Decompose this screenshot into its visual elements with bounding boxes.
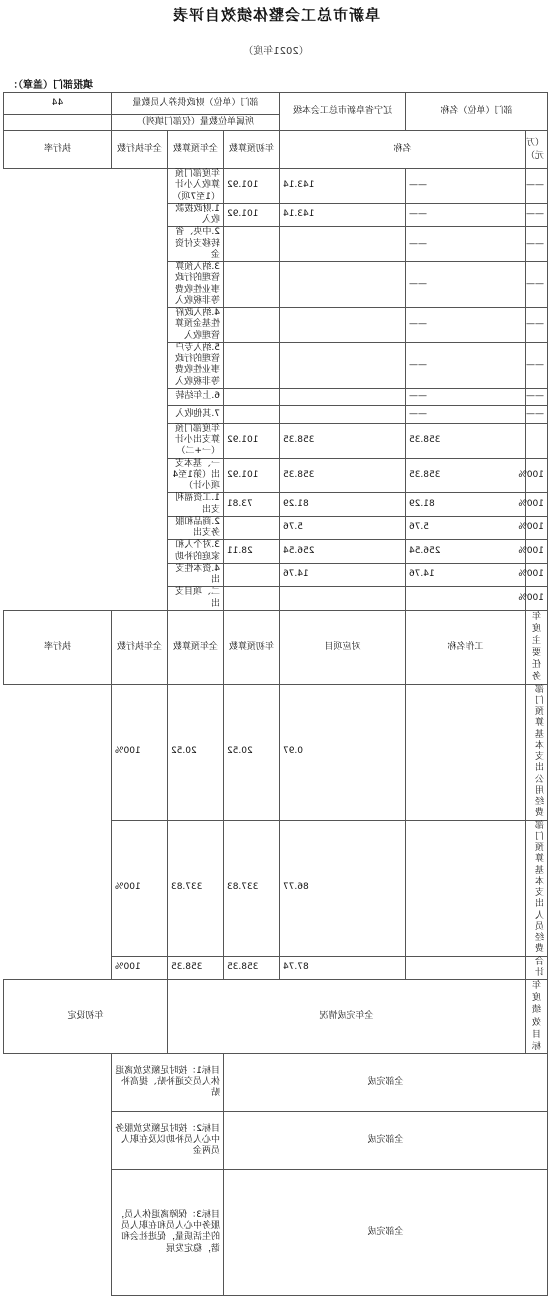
fund-full-budget: 143.14	[279, 203, 405, 227]
header-row-1	[3, 93, 547, 115]
year-subtitle: （2021年度）	[243, 46, 309, 57]
goal-row	[3, 1169, 547, 1295]
goal-row	[3, 1111, 547, 1169]
subunits-label: 所属单位数量（仅部门填列）	[111, 115, 279, 131]
fund-full-exec: 358.35	[405, 423, 525, 458]
fund-col-name: 名称	[279, 131, 525, 169]
fund-item-name: 1.工资福利支出	[167, 493, 223, 517]
fund-item-name: 年度部门预算收入小计（1至7项）	[167, 169, 223, 204]
fund-budget: 101.92	[223, 169, 279, 204]
fund-rate: 100%	[526, 540, 548, 564]
fund-item-name: 6.上年结转	[167, 388, 223, 406]
fund-full-exec: ——	[405, 203, 525, 227]
fund-rows	[3, 169, 547, 611]
fund-side-label-right	[526, 131, 548, 169]
task-full-exec: 358.35	[167, 956, 223, 980]
fund-rate: ——	[526, 342, 548, 388]
fund-full-budget	[279, 227, 405, 262]
staff-value: 44	[3, 93, 111, 115]
fund-budget	[223, 516, 279, 540]
fund-row	[3, 342, 547, 388]
fund-row	[3, 540, 547, 564]
fund-budget	[223, 388, 279, 406]
task-full-exec: 337.83	[167, 820, 223, 956]
fund-full-exec: ——	[405, 342, 525, 388]
fund-full-budget	[279, 587, 405, 611]
fund-full-budget: 81.29	[279, 493, 405, 517]
goal-target: 目标3：保障离退休人员，服务中心人员和在职人员的生活质量，促进社会和谐，稳定发展	[111, 1169, 223, 1295]
task-budget: 87.74	[279, 956, 405, 980]
fund-row	[3, 516, 547, 540]
fund-item-name: 4.纳入政府性基金预算管理收入	[167, 308, 223, 343]
fund-budget	[223, 587, 279, 611]
goal-col-target: 年初设定	[3, 980, 167, 1054]
fund-rate: 100%	[526, 493, 548, 517]
fund-budget	[223, 342, 279, 388]
fund-rate: ——	[526, 203, 548, 227]
fund-item-name: 2.商品和服务支出	[167, 516, 223, 540]
fund-col-full-budget: 全年预算数	[167, 131, 223, 169]
task-row	[3, 684, 547, 820]
fund-rate	[526, 423, 548, 458]
fund-rate: 100%	[526, 458, 548, 493]
fund-rate: ——	[526, 308, 548, 343]
fund-full-budget	[279, 262, 405, 308]
task-rows	[3, 684, 547, 980]
fund-full-exec: 81.29	[405, 493, 525, 517]
goal-rows	[3, 1053, 547, 1295]
task-col-rate: 执行率	[3, 610, 111, 684]
fund-col-rate: 执行率	[3, 131, 111, 169]
evaluation-table	[3, 92, 548, 1296]
fund-budget: 28.11	[223, 540, 279, 564]
fund-rate: ——	[526, 169, 548, 204]
goal-completion: 全部完成	[223, 1053, 547, 1111]
task-project	[405, 956, 525, 980]
fund-rate: 100%	[526, 563, 548, 587]
fund-rate: 100%	[526, 516, 548, 540]
fund-rate: ——	[526, 262, 548, 308]
fund-item-name: 年度部门预算支出小计（一+二）	[167, 423, 223, 458]
goal-col-done: 全年完成情况	[167, 980, 525, 1054]
fund-col-budget: 年初预算数	[223, 131, 279, 169]
fund-full-exec	[405, 587, 525, 611]
fund-item-name: 3.对个人和家庭的补助	[167, 540, 223, 564]
fund-full-exec: 5.76	[405, 516, 525, 540]
goal-completion: 全部完成	[223, 1111, 547, 1169]
fund-full-exec: ——	[405, 227, 525, 262]
fund-full-exec: ——	[405, 169, 525, 204]
fund-rate: ——	[526, 388, 548, 406]
task-budget: 86.77	[279, 820, 405, 956]
goal-target: 目标2：按时足额发放服务中心人员补助以及在职人员两金	[111, 1111, 223, 1169]
goal-completion: 全部完成	[223, 1169, 547, 1295]
task-rate: 100%	[111, 820, 167, 956]
task-header-row	[3, 610, 547, 684]
fund-full-budget	[279, 406, 405, 424]
task-rate: 100%	[111, 956, 167, 980]
fund-row	[3, 493, 547, 517]
task-work-name: 合计	[526, 956, 548, 980]
task-work-name: 部门预算基本支出人员经费	[526, 820, 548, 956]
task-col-full-budget: 全年预算数	[167, 610, 223, 684]
fund-row	[3, 423, 547, 458]
task-full-budget: 337.83	[223, 820, 279, 956]
fund-row	[3, 406, 547, 424]
fund-row	[3, 262, 547, 308]
task-col-budget: 年初预算数	[223, 610, 279, 684]
fund-full-budget: 256.54	[279, 540, 405, 564]
task-project	[405, 684, 525, 820]
fund-full-exec: 256.54	[405, 540, 525, 564]
goal-target: 目标1：按时足额发放离退休人员交通补贴、提高补贴	[111, 1053, 223, 1111]
fund-full-exec: ——	[405, 262, 525, 308]
fund-row	[3, 587, 547, 611]
fund-row	[3, 203, 547, 227]
fund-budget: 101.92	[223, 458, 279, 493]
task-project	[405, 820, 525, 956]
dept-name: 辽宁省阜新市总工会本级	[279, 93, 405, 131]
fund-item-name: 5.纳入专户管理的行政事业性收费等非税收入	[167, 342, 223, 388]
fund-item-name: 4.资本性支出	[167, 563, 223, 587]
fund-side-unit: （万元）	[525, 138, 544, 161]
reporting-unit-label: 填报部门（盖章）：	[8, 80, 93, 91]
fund-item-name: 7.其他收入	[167, 406, 223, 424]
goal-header-row	[3, 980, 547, 1054]
fund-row	[3, 169, 547, 204]
fund-rate: 100%	[526, 587, 548, 611]
fund-full-budget: 143.14	[279, 169, 405, 204]
fund-full-exec: 358.35	[405, 458, 525, 493]
task-rate: 100%	[111, 684, 167, 820]
task-budget: 0.97	[279, 684, 405, 820]
fund-budget	[223, 406, 279, 424]
fund-full-exec: ——	[405, 406, 525, 424]
task-full-budget: 20.52	[223, 684, 279, 820]
staff-label: 部门（单位）财政供养人员数量	[111, 93, 279, 115]
fund-full-budget: 358.35	[279, 423, 405, 458]
fund-budget: 101.92	[223, 423, 279, 458]
subunits-value	[3, 115, 111, 131]
task-full-budget: 358.35	[223, 956, 279, 980]
fund-item-name: 二、项目支出	[167, 587, 223, 611]
task-col-work: 工作名称	[405, 610, 525, 684]
goal-side-label: 年度绩效目标	[526, 980, 548, 1054]
task-col-full-exec: 全年执行数	[111, 610, 167, 684]
dept-label: 部门（单位）名称	[405, 93, 547, 131]
fund-full-budget: 14.76	[279, 563, 405, 587]
fund-item-name: 2.中央、省转移支付资金	[167, 227, 223, 262]
task-row	[3, 956, 547, 980]
fund-full-budget: 358.35	[279, 458, 405, 493]
fund-full-budget	[279, 388, 405, 406]
fund-budget	[223, 563, 279, 587]
task-full-exec: 20.52	[167, 684, 223, 820]
fund-rate: ——	[526, 406, 548, 424]
goal-row	[3, 1053, 547, 1111]
fund-full-budget	[279, 342, 405, 388]
fund-rate: ——	[526, 227, 548, 262]
fund-row	[3, 563, 547, 587]
fund-item-name: 1.财政拨款收入	[167, 203, 223, 227]
fund-item-name: 3.纳入预算管理的行政事业性收费等非税收入	[167, 262, 223, 308]
fund-item-name: 一、基本支出（第1至4项小计）	[167, 458, 223, 493]
fund-row	[3, 308, 547, 343]
page-title: 阜新市总工会整体绩效自评表	[172, 6, 381, 24]
fund-row	[3, 227, 547, 262]
fund-full-budget: 5.76	[279, 516, 405, 540]
fund-budget: 73.81	[223, 493, 279, 517]
fund-col-full-exec: 全年执行数	[111, 131, 167, 169]
fund-full-exec: 14.76	[405, 563, 525, 587]
fund-full-exec: ——	[405, 308, 525, 343]
fund-row	[3, 458, 547, 493]
task-work-name: 部门预算基本支出公用经费	[526, 684, 548, 820]
fund-budget	[223, 227, 279, 262]
fund-row	[3, 388, 547, 406]
task-col-project: 对应项目	[279, 610, 405, 684]
task-side-label: 年度主要任务	[526, 610, 548, 684]
fund-full-budget	[279, 308, 405, 343]
fund-full-exec: ——	[405, 388, 525, 406]
fund-budget: 101.92	[223, 203, 279, 227]
task-row	[3, 820, 547, 956]
fund-header-row	[3, 131, 547, 169]
fund-budget	[223, 308, 279, 343]
fund-budget	[223, 262, 279, 308]
